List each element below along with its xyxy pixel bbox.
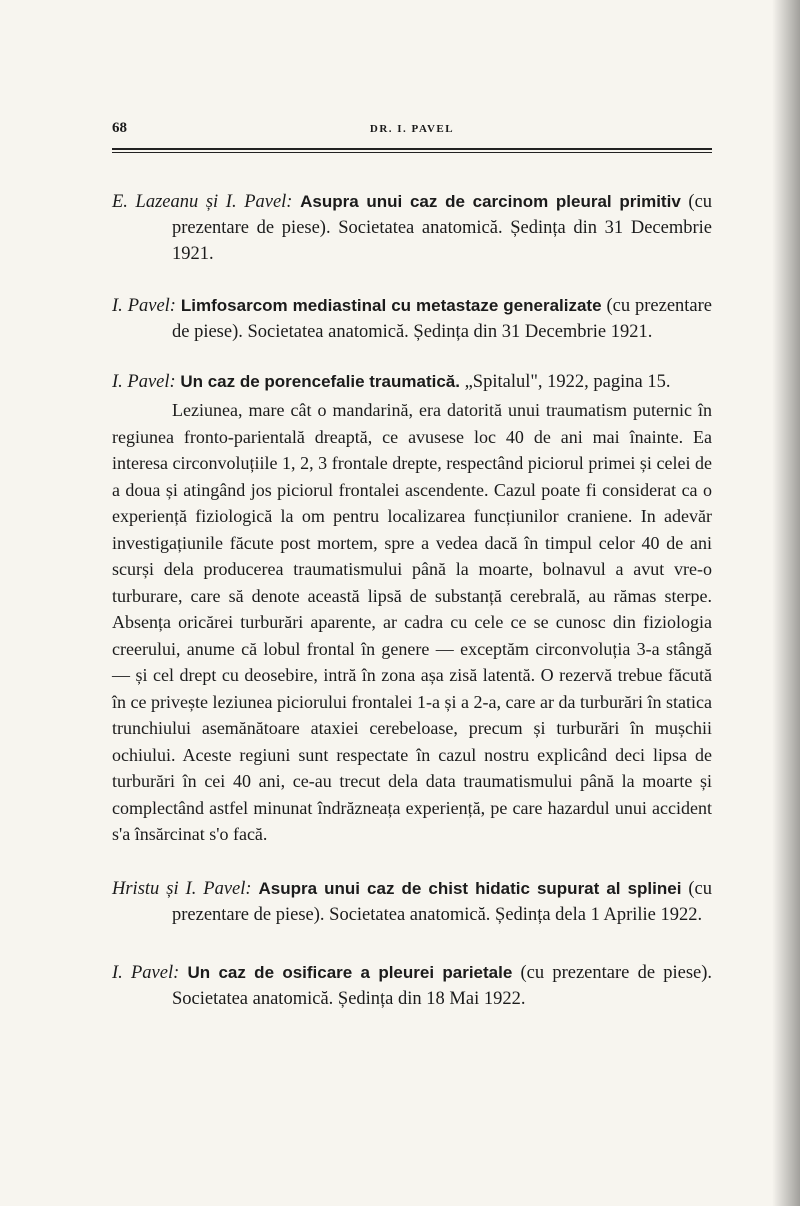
entry-authors: I. Pavel: [112, 372, 176, 392]
entry-authors: E. Lazeanu și I. Pavel: [112, 192, 293, 212]
bibliography-entry [112, 189, 712, 267]
header-rule [112, 148, 712, 150]
entry-details: (cu prezentare de piese). Societatea anatomică. Ședința din 31 Decembrie 1921. [172, 296, 713, 342]
header-rule-thin [112, 152, 712, 153]
entry-title: Un caz de osificare a pleurei parietale [187, 962, 513, 982]
entry-authors: I. Pavel: [112, 962, 180, 983]
bibliography-entry [112, 369, 712, 395]
entry-details: „Spitalul", 1922, pagina 15. [464, 372, 671, 392]
entry-authors: I. Pavel: [112, 296, 176, 316]
page-header [112, 118, 712, 140]
page-spine-shadow [772, 0, 800, 1206]
entry-title: Asupra unui caz de carcinom pleural primitiv [300, 192, 681, 211]
entry-details: (cu prezentare de piese). Societatea anatomică. Ședința din 31 Decembrie 1921. [172, 192, 713, 264]
entry-title: Un caz de porencefalie traumatică. [180, 372, 460, 391]
entry-details: (cu prezentare de piese). Societatea anatomică. Ședința dela 1 Aprilie 1922. [172, 878, 712, 925]
entry-summary-paragraph: Leziunea, mare cât o mandarină, era datorită unui traumatism puternic în regiunea fronto-parientală dreaptă, ce avusese loc 40 de ani mai înainte. Ea interesa circonvoluțiile 1, 2, 3 frontale drepte, respectând piciorul primei și celei de a doua și atingând jos piciorul frontalei ascendente. Cazul poate fi considerat ca o experiență fiziologică la om pentru localizarea funcțiunilor craniene. In adevăr investigațiunile făcute post mortem, spre a vedea dacă în timpul celor 40 de ani scurși dela producerea traumatismului până la moarte, bolnavul a avut vre-o turburare, care să denote această lipsă de substanță cerebrală, au rămas sterpe. Absența oricărei turburări aparente, ar cadra cu cele ce se cunosc din fiziologia creerului, anume că lobul frontal în genere — exceptăm circonvoluția 3-a stângă — și cel drept cu deosebire, intră în zona așa zisă latentă. O rezervă trebue făcută în ce privește leziunea piciorului frontalei 1-a și a 2-a, care ar da turburări în statica trunchiului asemănătoare ataxiei cerebeloase, precum și turburări în mușchii ochiului. Aceste regiuni sunt respectate în cazul nostru explicând deci lipsa de turburări în cei 40 ani, ce-au trecut dela data traumatismului până la moarte și complectând astfel minunat îndrăzneața experiență, pe care hazardul unui accident s'a însărcinat s'o facă. [112, 400, 712, 844]
bibliography-entry [112, 960, 712, 1012]
page-number: 68 [112, 120, 127, 136]
entry-title: Asupra unui caz de chist hidatic supurat al splinei [258, 878, 682, 898]
book-page [112, 118, 712, 1012]
running-title: DR. I. PAVEL [369, 123, 455, 135]
entry-title: Limfosarcom mediastinal cu metastaze generalizate [180, 296, 602, 315]
bibliography-entry [112, 876, 712, 928]
bibliography-entry [112, 293, 712, 345]
entry-details: (cu prezentare de piese). Societatea anatomică. Ședința din 18 Mai 1922. [172, 962, 713, 1009]
entry-authors: Hristu și I. Pavel: [112, 878, 252, 899]
